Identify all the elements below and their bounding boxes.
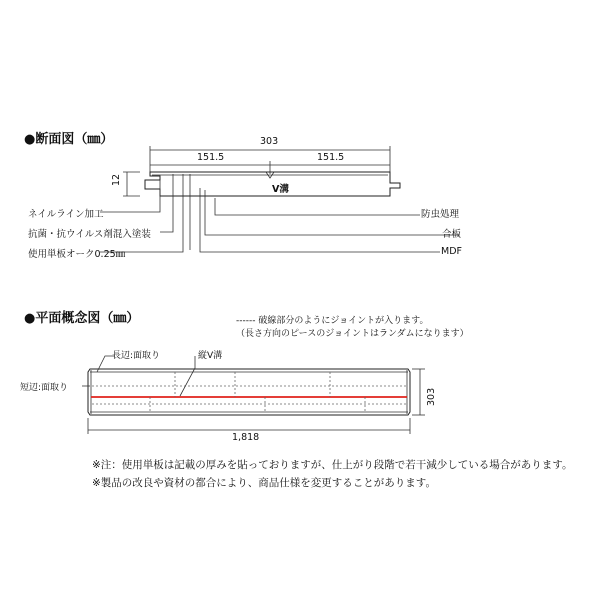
plan-leaders <box>82 356 195 396</box>
thickness-label: 12 <box>111 173 122 186</box>
plan-board <box>88 369 410 415</box>
joint-legend-line2: （長さ方向のピースのジョイントはランダムになります） <box>236 329 469 339</box>
plan-title: ●平面概念図（㎜） <box>24 311 140 326</box>
joint-dashed-lines <box>92 372 406 412</box>
plan-width-dimension <box>412 369 425 415</box>
note-spec-change: ※製品の改良や資材の都合により、商品仕様を変更することがあります。 <box>92 477 436 489</box>
joint-legend-line1: ------ 破線部分のようにジョイントが入ります。 <box>236 316 429 326</box>
left-half-width-label: 151.5 <box>197 152 225 163</box>
note-veneer-thickness: ※注：使用単板は記載の厚みを貼っておりますが、仕上がり段階で若干減少している場合があります。 <box>92 459 573 471</box>
right-half-width-label: 151.5 <box>317 152 345 163</box>
short-edge-label: 短辺:面取り <box>20 383 69 393</box>
antibacterial-coating-label: 抗菌・抗ウイルス剤混入塗装 <box>28 229 151 240</box>
nail-line-label: ネイルライン加工 <box>28 209 104 220</box>
plan-length-label: 1,818 <box>232 432 260 443</box>
plywood-label: 合板 <box>442 229 462 240</box>
plan-width-label: 303 <box>426 387 437 406</box>
section-title: ●断面図（㎜） <box>24 132 114 147</box>
oak-veneer-label: 使用単板オーク0.25㎜ <box>28 249 126 260</box>
long-edge-label: 長辺:面取り <box>112 351 161 361</box>
thickness-dimension <box>123 172 140 196</box>
mdf-label: MDF <box>441 246 462 257</box>
v-groove-label: V溝 <box>272 184 289 195</box>
total-width-label: 303 <box>260 136 279 147</box>
insect-treatment-label: 防虫処理 <box>421 209 460 220</box>
vertical-v-groove-label: 縦V溝 <box>198 351 223 361</box>
